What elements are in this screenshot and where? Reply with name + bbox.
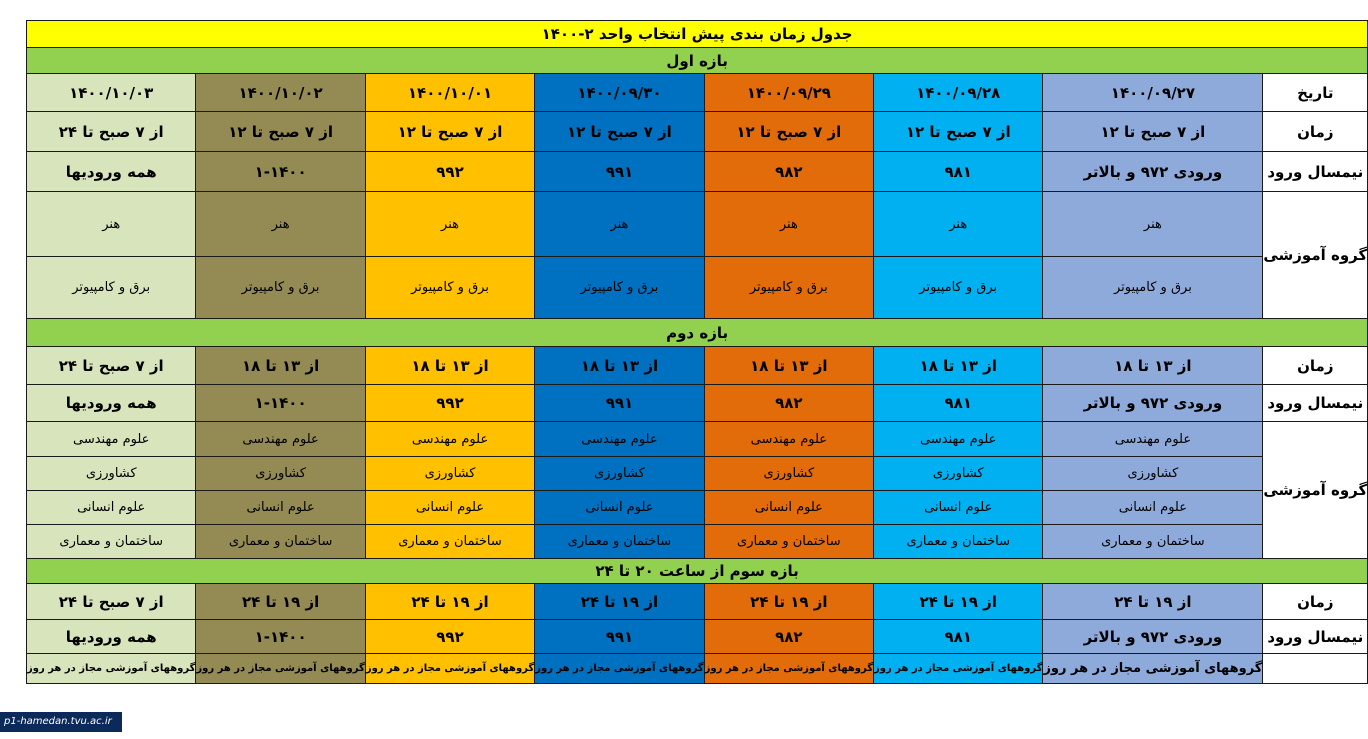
semester-label: نیمسال ورود: [1263, 620, 1368, 654]
footnote-cell: گروههای آموزشی مجاز در هر روز: [874, 654, 1043, 684]
group-cell: هنر: [27, 192, 196, 257]
semester-cell: ۱-۱۴۰۰: [196, 620, 365, 654]
time-cell: از ۷ صبح تا ۲۴: [27, 347, 196, 385]
time-cell: از ۱۳ تا ۱۸: [1043, 347, 1263, 385]
time-cell: از ۷ صبح تا ۱۲: [874, 112, 1043, 152]
time-cell: از ۱۹ تا ۲۴: [196, 584, 365, 620]
schedule-sheet: [26, 20, 1368, 684]
period2-group-row: [27, 491, 1368, 525]
date-cell: ۱۴۰۰/۱۰/۰۱: [365, 74, 534, 112]
group-cell: کشاورزی: [27, 457, 196, 491]
period1-group-row: [27, 257, 1368, 319]
group-cell: علوم مهندسی: [196, 422, 365, 457]
group-cell: علوم انسانی: [1043, 491, 1263, 525]
group-cell: علوم انسانی: [874, 491, 1043, 525]
group-cell: ساختمان و معماری: [365, 525, 534, 559]
time-cell: از ۷ صبح تا ۱۲: [704, 112, 873, 152]
date-label: تاریخ: [1263, 74, 1368, 112]
group-cell: برق و کامپیوتر: [196, 257, 365, 319]
time-label: زمان: [1263, 112, 1368, 152]
group-cell: کشاورزی: [535, 457, 704, 491]
time-cell: از ۱۳ تا ۱۸: [196, 347, 365, 385]
semester-cell: ورودی ۹۷۲ و بالاتر: [1043, 620, 1263, 654]
footnote-cell: گروههای آموزشی مجاز در هر روز: [704, 654, 873, 684]
group-cell: برق و کامپیوتر: [1043, 257, 1263, 319]
period3-header-row: [27, 559, 1368, 584]
period1-header-row: [27, 48, 1368, 74]
semester-cell: ورودی ۹۷۲ و بالاتر: [1043, 385, 1263, 422]
footnote-cell: گروههای آموزشی مجاز در هر روز: [196, 654, 365, 684]
footnote-cell: گروههای آموزشی مجاز در هر روز: [1043, 654, 1263, 684]
semester-label: نیمسال ورود: [1263, 385, 1368, 422]
site-watermark: p1-hamedan.tvu.ac.ir: [0, 712, 122, 732]
group-cell: هنر: [874, 192, 1043, 257]
time-cell: از ۱۹ تا ۲۴: [535, 584, 704, 620]
period2-group-row: [27, 525, 1368, 559]
semester-label: نیمسال ورود: [1263, 152, 1368, 192]
group-cell: ساختمان و معماری: [704, 525, 873, 559]
group-cell: برق و کامپیوتر: [874, 257, 1043, 319]
group-cell: کشاورزی: [704, 457, 873, 491]
time-cell: از ۱۹ تا ۲۴: [874, 584, 1043, 620]
semester-cell: ۹۹۲: [365, 385, 534, 422]
date-cell: ۱۴۰۰/۱۰/۰۲: [196, 74, 365, 112]
group-label: گروه آموزشی: [1263, 192, 1368, 319]
group-label: گروه آموزشی: [1263, 422, 1368, 559]
period1-semester-row: [27, 152, 1368, 192]
group-cell: ساختمان و معماری: [27, 525, 196, 559]
time-cell: از ۷ صبح تا ۲۴: [27, 584, 196, 620]
time-cell: از ۷ صبح تا ۱۲: [535, 112, 704, 152]
group-cell: علوم انسانی: [535, 491, 704, 525]
group-cell: علوم مهندسی: [704, 422, 873, 457]
date-cell: ۱۴۰۰/۰۹/۲۹: [704, 74, 873, 112]
period1-time-row: [27, 112, 1368, 152]
semester-cell: ۹۸۱: [874, 620, 1043, 654]
group-cell: کشاورزی: [1043, 457, 1263, 491]
group-cell: هنر: [535, 192, 704, 257]
semester-cell: همه ورودیها: [27, 620, 196, 654]
group-cell: علوم انسانی: [27, 491, 196, 525]
schedule-title: جدول زمان بندی پیش انتخاب واحد ۲-۱۴۰۰: [27, 21, 1368, 48]
date-cell: ۱۴۰۰/۰۹/۳۰: [535, 74, 704, 112]
time-cell: از ۱۳ تا ۱۸: [874, 347, 1043, 385]
time-cell: از ۱۹ تا ۲۴: [1043, 584, 1263, 620]
period2-group-row: [27, 457, 1368, 491]
period3-time-row: [27, 584, 1368, 620]
period2-time-row: [27, 347, 1368, 385]
semester-cell: ۹۸۲: [704, 385, 873, 422]
semester-cell: ۹۹۱: [535, 620, 704, 654]
period3-title: بازه سوم از ساعت ۲۰ تا ۲۴: [27, 559, 1368, 584]
group-cell: علوم انسانی: [196, 491, 365, 525]
group-cell: ساختمان و معماری: [196, 525, 365, 559]
footnote-cell: گروههای آموزشی مجاز در هر روز: [535, 654, 704, 684]
time-cell: از ۷ صبح تا ۲۴: [27, 112, 196, 152]
semester-cell: ۹۹۱: [535, 152, 704, 192]
group-cell: برق و کامپیوتر: [535, 257, 704, 319]
group-cell: علوم انسانی: [365, 491, 534, 525]
period2-title: بازه دوم: [27, 319, 1368, 347]
group-cell: برق و کامپیوتر: [27, 257, 196, 319]
period3-footnote-row: [27, 654, 1368, 684]
group-cell: برق و کامپیوتر: [704, 257, 873, 319]
group-cell: هنر: [196, 192, 365, 257]
semester-cell: ۱-۱۴۰۰: [196, 152, 365, 192]
period2-semester-row: [27, 385, 1368, 422]
semester-cell: ۹۹۱: [535, 385, 704, 422]
footnote-cell: گروههای آموزشی مجاز در هر روز: [365, 654, 534, 684]
semester-cell: ۹۸۲: [704, 620, 873, 654]
date-cell: ۱۴۰۰/۰۹/۲۸: [874, 74, 1043, 112]
group-cell: هنر: [1043, 192, 1263, 257]
semester-cell: ۹۹۲: [365, 620, 534, 654]
group-cell: ساختمان و معماری: [874, 525, 1043, 559]
group-cell: ساختمان و معماری: [535, 525, 704, 559]
time-cell: از ۱۹ تا ۲۴: [365, 584, 534, 620]
group-cell: کشاورزی: [365, 457, 534, 491]
schedule-table: [26, 20, 1368, 684]
semester-cell: ۹۸۱: [874, 152, 1043, 192]
semester-cell: ۹۸۲: [704, 152, 873, 192]
group-cell: هنر: [704, 192, 873, 257]
group-cell: کشاورزی: [874, 457, 1043, 491]
period2-group-row: [27, 422, 1368, 457]
empty-label-cell: [1263, 654, 1368, 684]
title-row: [27, 21, 1368, 48]
date-cell: ۱۴۰۰/۱۰/۰۳: [27, 74, 196, 112]
semester-cell: ورودی ۹۷۲ و بالاتر: [1043, 152, 1263, 192]
semester-cell: همه ورودیها: [27, 385, 196, 422]
period1-group-row: [27, 192, 1368, 257]
time-cell: از ۱۳ تا ۱۸: [704, 347, 873, 385]
group-cell: برق و کامپیوتر: [365, 257, 534, 319]
group-cell: علوم انسانی: [704, 491, 873, 525]
period1-date-row: [27, 74, 1368, 112]
semester-cell: همه ورودیها: [27, 152, 196, 192]
semester-cell: ۹۹۲: [365, 152, 534, 192]
group-cell: علوم مهندسی: [874, 422, 1043, 457]
period1-title: بازه اول: [27, 48, 1368, 74]
footnote-cell: گروههای آموزشی مجاز در هر روز: [27, 654, 196, 684]
group-cell: ساختمان و معماری: [1043, 525, 1263, 559]
group-cell: کشاورزی: [196, 457, 365, 491]
date-cell: ۱۴۰۰/۰۹/۲۷: [1043, 74, 1263, 112]
group-cell: علوم مهندسی: [27, 422, 196, 457]
time-cell: از ۱۳ تا ۱۸: [535, 347, 704, 385]
time-cell: از ۷ صبح تا ۱۲: [196, 112, 365, 152]
period3-semester-row: [27, 620, 1368, 654]
time-label: زمان: [1263, 584, 1368, 620]
time-cell: از ۷ صبح تا ۱۲: [365, 112, 534, 152]
group-cell: علوم مهندسی: [1043, 422, 1263, 457]
time-cell: از ۱۳ تا ۱۸: [365, 347, 534, 385]
time-cell: از ۱۹ تا ۲۴: [704, 584, 873, 620]
group-cell: هنر: [365, 192, 534, 257]
group-cell: علوم مهندسی: [535, 422, 704, 457]
group-cell: علوم مهندسی: [365, 422, 534, 457]
time-label: زمان: [1263, 347, 1368, 385]
period2-header-row: [27, 319, 1368, 347]
time-cell: از ۷ صبح تا ۱۲: [1043, 112, 1263, 152]
semester-cell: ۱-۱۴۰۰: [196, 385, 365, 422]
semester-cell: ۹۸۱: [874, 385, 1043, 422]
